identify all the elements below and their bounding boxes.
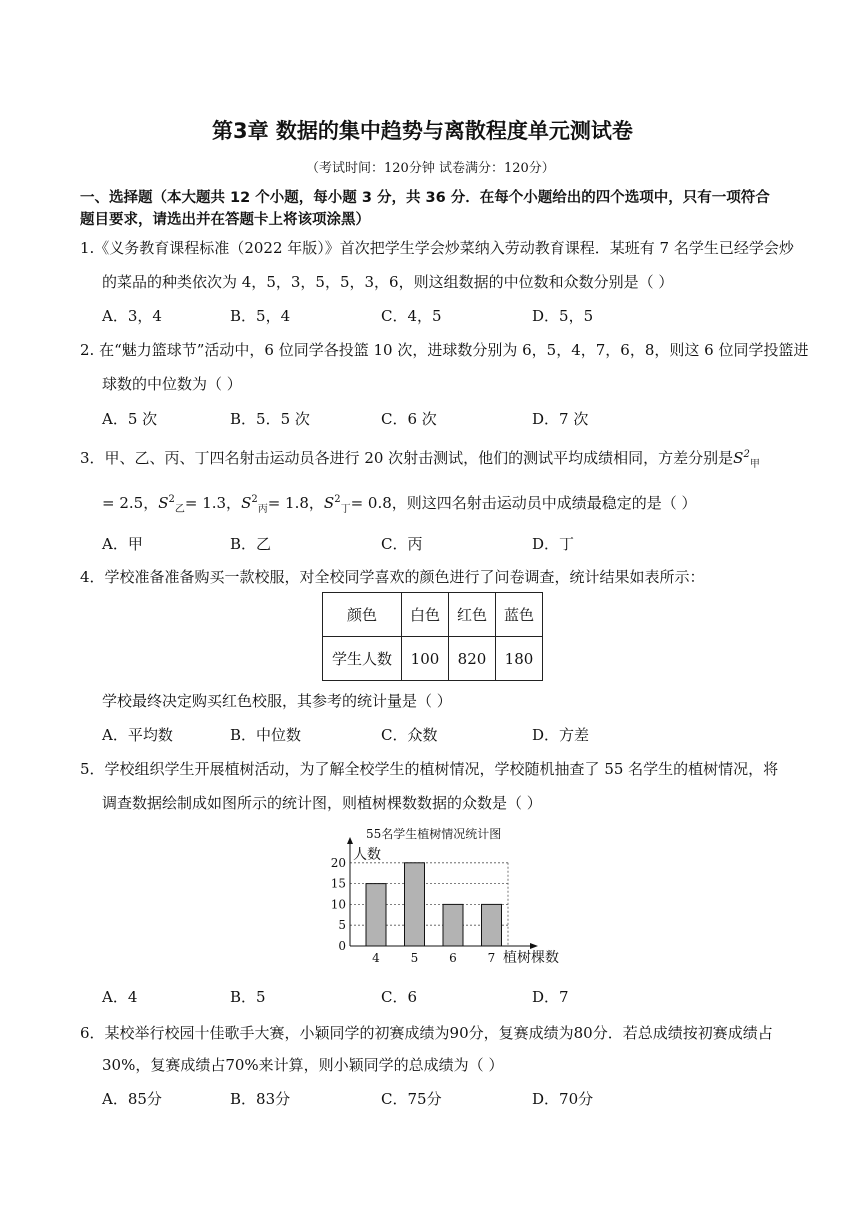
table-header-cell: 颜色 [323,593,402,637]
y-tick-label: 15 [330,876,346,891]
x-tick-label: 7 [487,951,496,965]
table-cell: 100 [402,637,449,681]
q2-option-d: D．7 次 [532,410,589,428]
y-tick-label: 0 [338,939,346,953]
q2-line2: 球数的中位数为（ ） [102,375,242,393]
bar-5 [405,863,425,946]
q3-sup-yi: 2 [168,494,175,505]
q3-s-yi: S [158,494,169,512]
q1-line2: 的菜品的种类依次为 4，5，3，5，5，3，6，则这组数据的中位数和众数分别是（ ） [102,273,674,291]
table-header-cell: 白色 [402,593,449,637]
q3-sub-bing: 丙 [257,504,268,515]
q3-option-a: A．甲 [102,535,143,553]
q3-option-b: B．乙 [230,535,272,553]
q6-line2: 30%，复赛成绩占70%来计算，则小颖同学的总成绩为（ ） [102,1056,504,1074]
page-subtitle: （考试时间：120分钟 试卷满分：120分） [306,161,555,176]
chart-title: 55名学生植树情况统计图 [366,827,502,841]
chart-yticks [331,856,346,953]
q5-option-a: A．4 [102,988,138,1006]
x-tick-label: 5 [410,951,419,965]
table-cell: 820 [449,637,496,681]
q6-option-d: D．70分 [532,1090,594,1108]
q6-option-b: B．83分 [230,1090,291,1108]
y-tick-label: 20 [330,855,346,870]
tree-planting-bar-chart [320,822,570,970]
q1-line1: 1.《义务教育课程标准（2022 年版）》首次把学生学会炒菜纳入劳动教育课程．某班有 7 名学生已经学会炒 [80,239,794,257]
q5-option-d: D．7 [532,988,569,1006]
table-header-row [323,593,543,637]
q3-s-jia [733,449,760,470]
table-cell: 180 [496,637,543,681]
q3-line1 [80,447,760,470]
x-tick-label: 6 [449,951,457,965]
bar-7 [482,904,502,946]
x-axis-arrow [530,943,538,949]
q6-option-c: C．75分 [381,1090,442,1108]
table-header-cell: 红色 [449,593,496,637]
chart-bars [366,863,502,946]
q5-line2: 调查数据绘制成如图所示的统计图，则植树棵数数据的众数是（ ） [102,794,542,812]
q3-tail: 则这四名射击运动员中成绩最稳定的是（ ） [406,494,697,512]
color-survey-table [322,592,543,681]
q1-option-d: D．5，5 [532,307,594,325]
q2-option-c: C．6 次 [381,410,437,428]
q2-option-a: A．5 次 [102,410,158,428]
q4-option-b: B．中位数 [230,726,302,744]
q2-option-b: B．5．5 次 [230,410,310,428]
section-heading-line1: 一、选择题（本大题共 12 个小题，每小题 3 分，共 36 分．在每个小题给出的四个选项中，只有一项符合 [80,190,770,206]
bar-4 [366,884,386,946]
bar-6 [443,904,463,946]
q1-option-c: C．4，5 [381,307,442,325]
q4-option-d: D．方差 [532,726,590,744]
y-axis-arrow [347,837,353,844]
q3-sub-yi: 乙 [174,504,185,515]
chart-xticks [372,951,495,965]
q4-option-a: A．平均数 [102,726,173,744]
table-row [323,637,543,681]
q3-sub-ding: 丁 [340,504,351,515]
q3-val-jia: = 2.5， [102,494,159,512]
y-tick-label: 5 [338,918,346,933]
q3-sup-ding: 2 [334,494,341,505]
x-tick-label: 4 [372,951,380,965]
q5-option-c: C．6 [381,988,418,1006]
q3-s-bing: S [241,494,252,512]
section-heading-line2: 题目要求，请选出并在答题卡上将该项涂黑） [80,212,370,228]
q2-line1: 2. 在“魅力篮球节”活动中，6 位同学各投篮 10 次，进球数分别为 6，5，4，7，6，8，则这 6 位同学投篮进 [80,341,809,359]
table-header-cell: 蓝色 [496,593,543,637]
table-cell: 学生人数 [323,637,402,681]
page-title: 第3章 数据的集中趋势与离散程度单元测试卷 [212,119,633,143]
q4-line1: 4．学校准备准备购买一款校服，对全校同学喜欢的颜色进行了问卷调查，统计结果如表所示： [80,568,705,586]
chart-xlabel: 植树棵数 [503,950,559,966]
q3-line1-text: 3．甲、乙、丙、丁四名射击运动员各进行 20 次射击测试，他们的测试平均成绩相同，方差分别是 [80,449,734,467]
q5-line1: 5．学校组织学生开展植树活动，为了解全校学生的植树情况，学校随机抽查了 55 名学生的植树情况，将 [80,760,779,778]
q3-val-bing: = 1.8， [267,494,324,512]
q4-option-c: C．众数 [381,726,438,744]
y-tick-label: 10 [330,897,346,912]
q5-option-b: B．5 [230,988,266,1006]
q3-sub-jia: 甲 [749,459,760,470]
chart-ylabel: 人数 [353,847,381,863]
q3-s-ding: S [323,494,335,512]
q3-val-ding: = 0.8， [350,494,407,512]
q6-option-a: A．85分 [102,1090,162,1108]
q3-sup: 2 [743,449,750,460]
q3-line2 [102,492,697,515]
q3-sup-bing: 2 [251,494,258,505]
q3-s-symbol: S [733,449,744,467]
q1-option-b: B．5，4 [230,307,291,325]
q3-val-yi: = 1.3， [184,494,242,512]
q3-option-c: C．丙 [381,535,423,553]
q6-line1: 6．某校举行校园十佳歌手大赛，小颖同学的初赛成绩为90分，复赛成绩为80分．若总成绩按初赛成绩占 [80,1024,773,1042]
q4-line2: 学校最终决定购买红色校服，其参考的统计量是（ ） [102,692,452,710]
q3-option-d: D．丁 [532,535,575,553]
q1-option-a: A．3，4 [102,307,162,325]
